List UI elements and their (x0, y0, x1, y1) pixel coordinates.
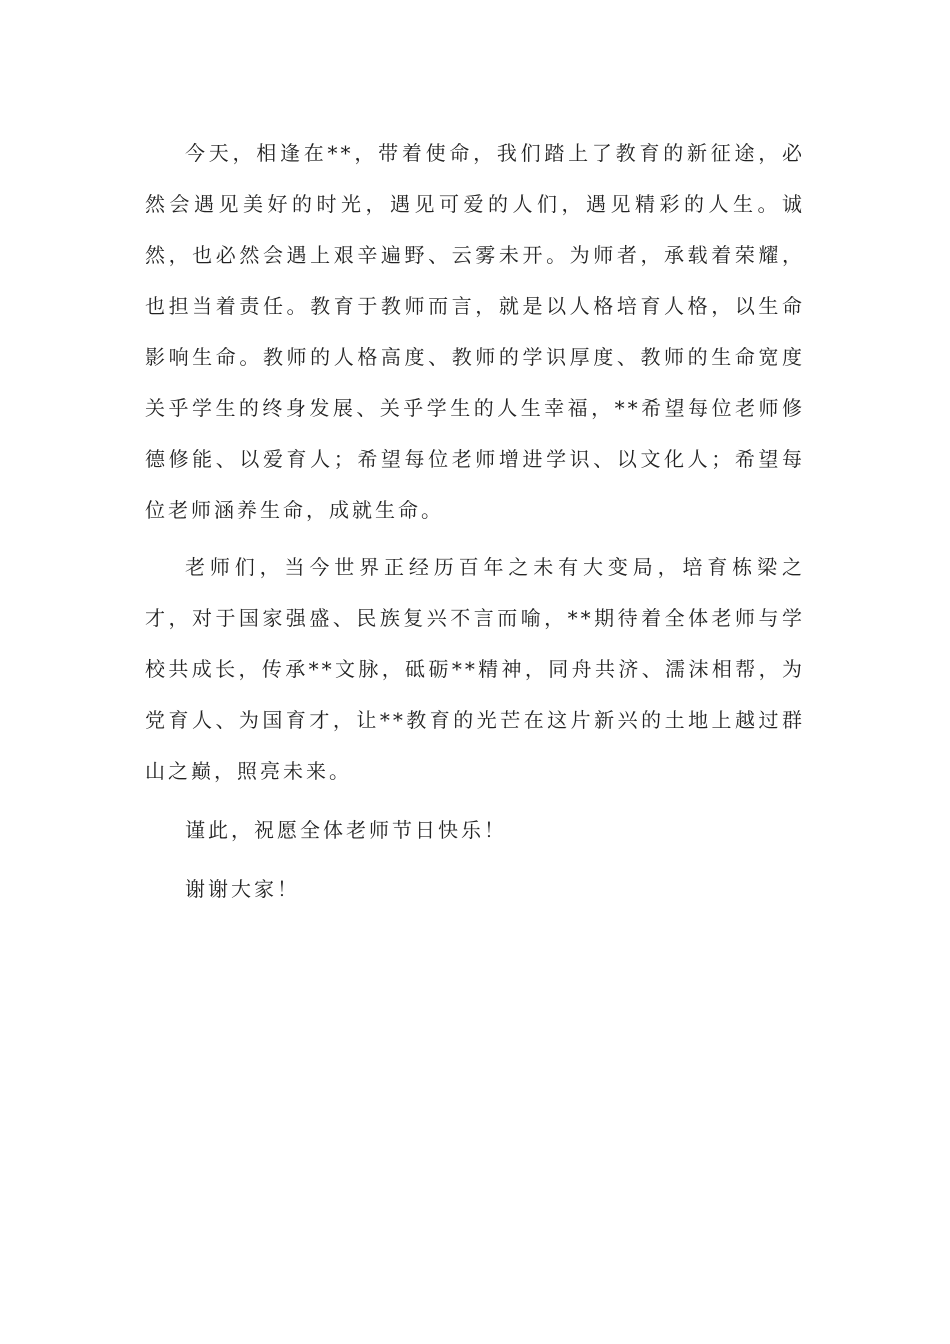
paragraph-2: 老师们，当今世界正经历百年之未有大变局，培育栋梁之才，对于国家强盛、民族复兴不言而喻，**期待着全体老师与学校共成长，传承**文脉，砥砺**精神，同舟共济、濡沫相帮，为党育人、为国育才，让**教育的光芒在这片新兴的土地上越过群山之巅，照亮未来。 (145, 555, 805, 783)
document-body (145, 128, 805, 915)
paragraph-3: 谨此，祝愿全体老师节日快乐！ (185, 818, 507, 842)
paragraph-4: 谢谢大家！ (185, 877, 300, 901)
paragraph-1: 今天，相逢在**，带着使命，我们踏上了教育的新征途，必然会遇见美好的时光，遇见可爱的人们，遇见精彩的人生。诚然，也必然会遇上艰辛遍野、云雾未开。为师者，承载着荣耀，也担当着责任。教育于教师而言，就是以人格培育人格，以生命影响生命。教师的人格高度、教师的学识厚度、教师的生命宽度关乎学生的终身发展、关乎学生的人生幸福，**希望每位老师修德修能、以爱育人；希望每位老师增进学识、以文化人；希望每位老师涵养生命，成就生命。 (145, 141, 805, 522)
